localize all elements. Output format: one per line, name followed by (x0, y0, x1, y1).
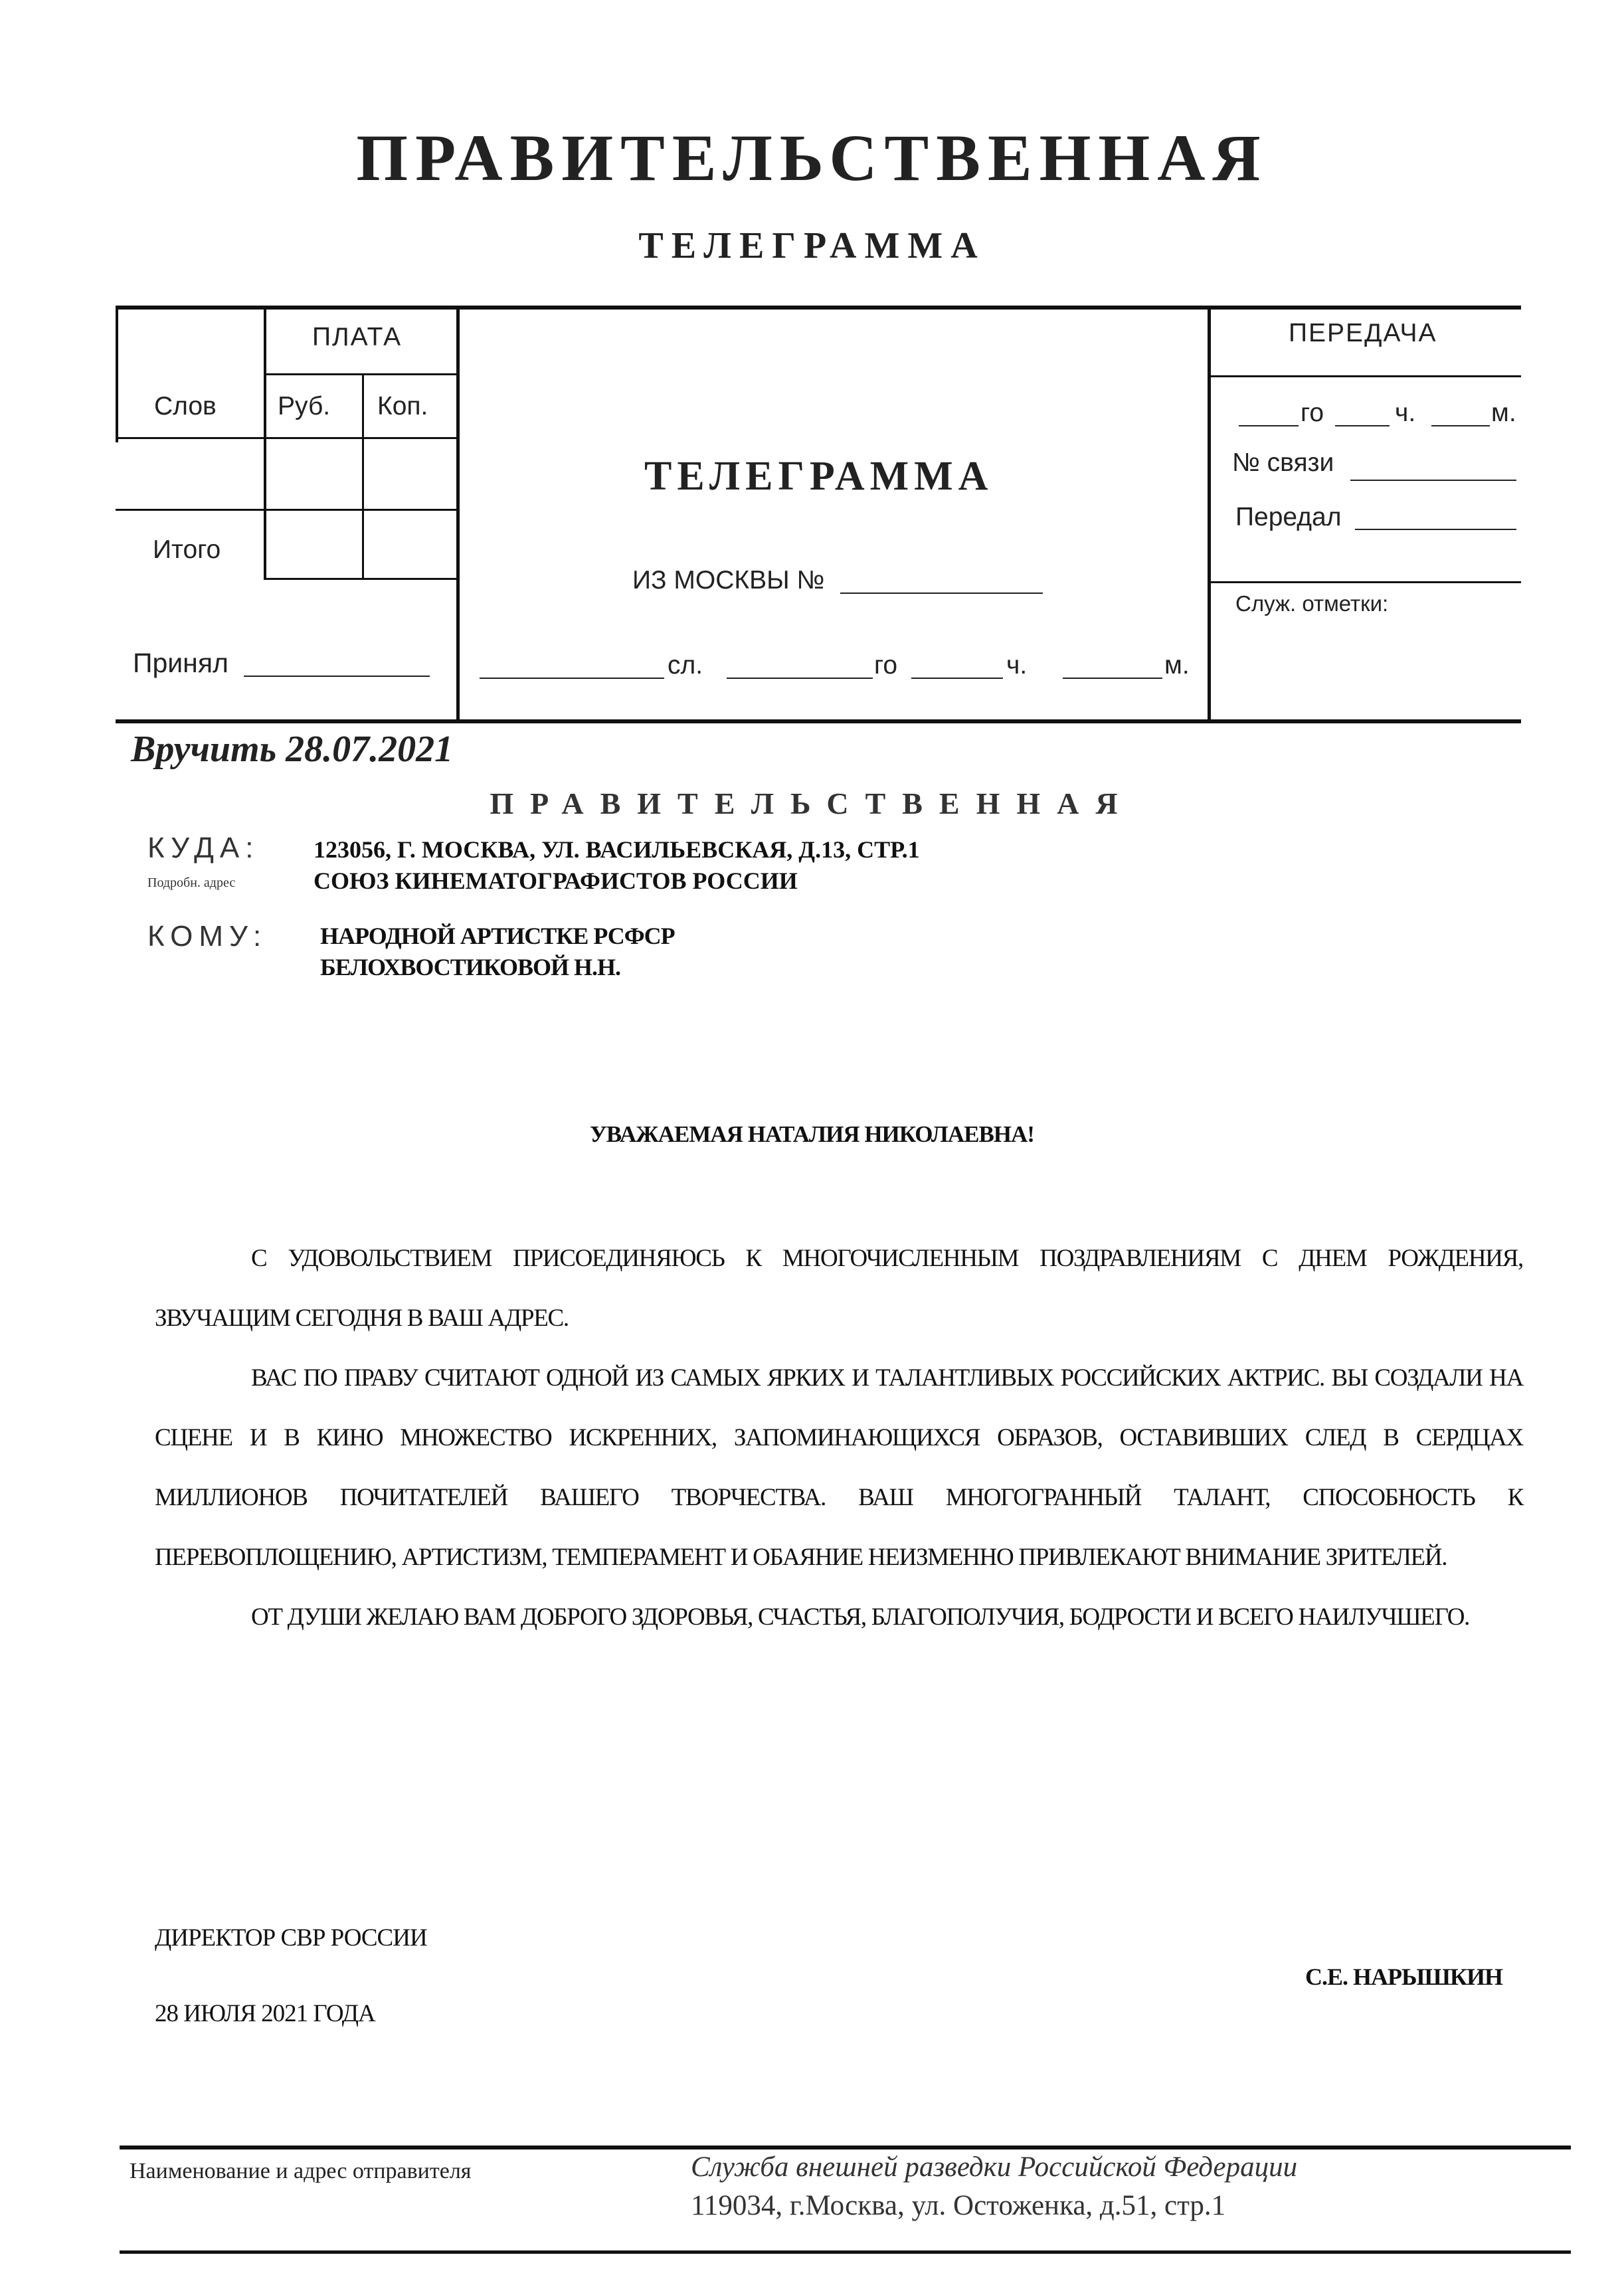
signature-date: 28 ИЮЛЯ 2021 ГОДА (155, 2000, 375, 2027)
payment-label: ПЛАТА (312, 323, 403, 351)
service-notes-label: Служ. отметки: (1235, 591, 1389, 616)
divider (116, 509, 458, 511)
paragraph-1: С УДОВОЛЬСТВИЕМ ПРИСОЕДИНЯЮСЬ К МНОГОЧИСЛЕННЫМ ПОЗДРАВЛЕНИЯМ С ДНЕМ РОЖДЕНИЯ, ЗВУЧАЩИМ СЕГОДНЯ В ВАШ АДРЕС. (155, 1245, 1523, 1332)
total-label: Итого (153, 535, 221, 564)
divider (264, 373, 458, 375)
m-label: м. (1164, 651, 1190, 680)
transfer-go-label: го (1301, 399, 1324, 427)
ch-label: ч. (1006, 651, 1028, 680)
blank-line (727, 678, 873, 679)
divider (1208, 581, 1521, 583)
signer-position: ДИРЕКТОР СВР РОССИИ (155, 1924, 427, 1952)
to-line2: БЕЛОХВОСТИКОВОЙ Н.Н. (320, 954, 621, 980)
blank-line (911, 678, 1003, 679)
category-label: ПРАВИТЕЛЬСТВЕННАЯ (490, 786, 1134, 820)
sender-line2: 119034, г.Москва, ул. Остоженка, д.51, стр.1 (691, 2190, 1226, 2221)
divider (456, 306, 460, 723)
paragraph-2: ВАС ПО ПРАВУ СЧИТАЮТ ОДНОЙ ИЗ САМЫХ ЯРКИХ И ТАЛАНТЛИВЫХ РОССИЙСКИХ АКТРИС. ВЫ СОЗДАЛИ НА СЦЕНЕ И В КИНО МНОЖЕСТВО ИСКРЕННИХ, ЗАПОМИНАЮЩИХСЯ ОБРАЗОВ, ОСТАВИВШИХ СЛЕД В СЕРДЦАХ МИЛЛИОНОВ ПОЧИТАТЕЛЕЙ ВАШЕГО ТВОРЧЕСТВА. ВАШ МНОГОГРАННЫЙ ТАЛАНТ, СПОСОБНОСТЬ К ПЕРЕВОПЛОЩЕНИЮ, АРТИСТИЗМ, ТЕМПЕРАМЕНТ И ОБАЯНИЕ НЕИЗМЕННО ПРИВЛЕКАЮТ ВНИМАНИЕ ЗРИТЕЛЕЙ. (155, 1364, 1523, 1571)
sender-label: Наименование и адрес отправителя (130, 2159, 472, 2183)
divider (362, 373, 364, 580)
to-label: КОМУ: (147, 920, 268, 953)
paragraph-3: ОТ ДУШИ ЖЕЛАЮ ВАМ ДОБРОГО ЗДОРОВЬЯ, СЧАСТЬЯ, БЛАГОПОЛУЧИЯ, БОДРОСТИ И ВСЕГО НАИЛУЧШЕГО. (251, 1603, 1470, 1631)
sl-label: сл. (668, 651, 703, 680)
signer-name: С.Е. НАРЫШКИН (1305, 1964, 1502, 1990)
blank-line (480, 678, 664, 679)
sender-line1: Служба внешней разведки Российской Федерации (691, 2151, 1298, 2183)
transmitted-label: Передал (1235, 503, 1342, 531)
divider (1208, 375, 1521, 377)
delivery-date: Вручить 28.07.2021 (131, 729, 454, 770)
divider (264, 578, 458, 580)
blank-line (1335, 425, 1390, 426)
where-label: КУДА: (147, 832, 260, 864)
blank-line (1239, 425, 1299, 426)
main-title: ПРАВИТЕЛЬСТВЕННАЯ (356, 121, 1268, 195)
connection-label: № связи (1232, 448, 1334, 477)
blank-line (1063, 678, 1162, 679)
footer-top-border (120, 2146, 1571, 2149)
greeting: УВАЖАЕМАЯ НАТАЛИЯ НИКОЛАЕВНА! (590, 1121, 1034, 1147)
transfer-label: ПЕРЕДАЧА (1289, 319, 1437, 347)
form-bottom-border (116, 719, 1521, 723)
divider (116, 437, 458, 439)
transfer-ch-label: ч. (1395, 399, 1416, 427)
blank-line (1355, 529, 1516, 530)
detail-label: Подробн. адрес (147, 875, 236, 890)
blank-line (1350, 480, 1516, 481)
where-value: 123056, Г. МОСКВА, УЛ. ВАСИЛЬЕВСКАЯ, Д.13, СТР.1 (314, 836, 920, 863)
transfer-m-label: м. (1491, 399, 1516, 427)
form-top-border (116, 306, 1521, 310)
detail-value: СОЮЗ КИНЕМАТОГРАФИСТОВ РОССИИ (314, 868, 798, 894)
received-line (244, 676, 430, 677)
go-label: го (874, 651, 898, 680)
words-label: Слов (154, 392, 217, 420)
from-moscow-label: ИЗ МОСКВЫ № (632, 566, 825, 594)
divider (1208, 306, 1211, 723)
divider (264, 306, 266, 580)
footer-bottom-border (120, 2250, 1571, 2254)
received-label: Принял (133, 648, 228, 678)
rub-label: Руб. (278, 392, 331, 420)
sub-title: ТЕЛЕГРАММА (638, 225, 986, 266)
kop-label: Коп. (377, 392, 428, 420)
number-line (840, 593, 1043, 594)
blank-line (1431, 425, 1490, 426)
center-title: ТЕЛЕГРАММА (644, 454, 994, 499)
letter-body (155, 1229, 1523, 1647)
divider (116, 306, 118, 442)
to-line1: НАРОДНОЙ АРТИСТКЕ РСФСР (320, 923, 675, 949)
